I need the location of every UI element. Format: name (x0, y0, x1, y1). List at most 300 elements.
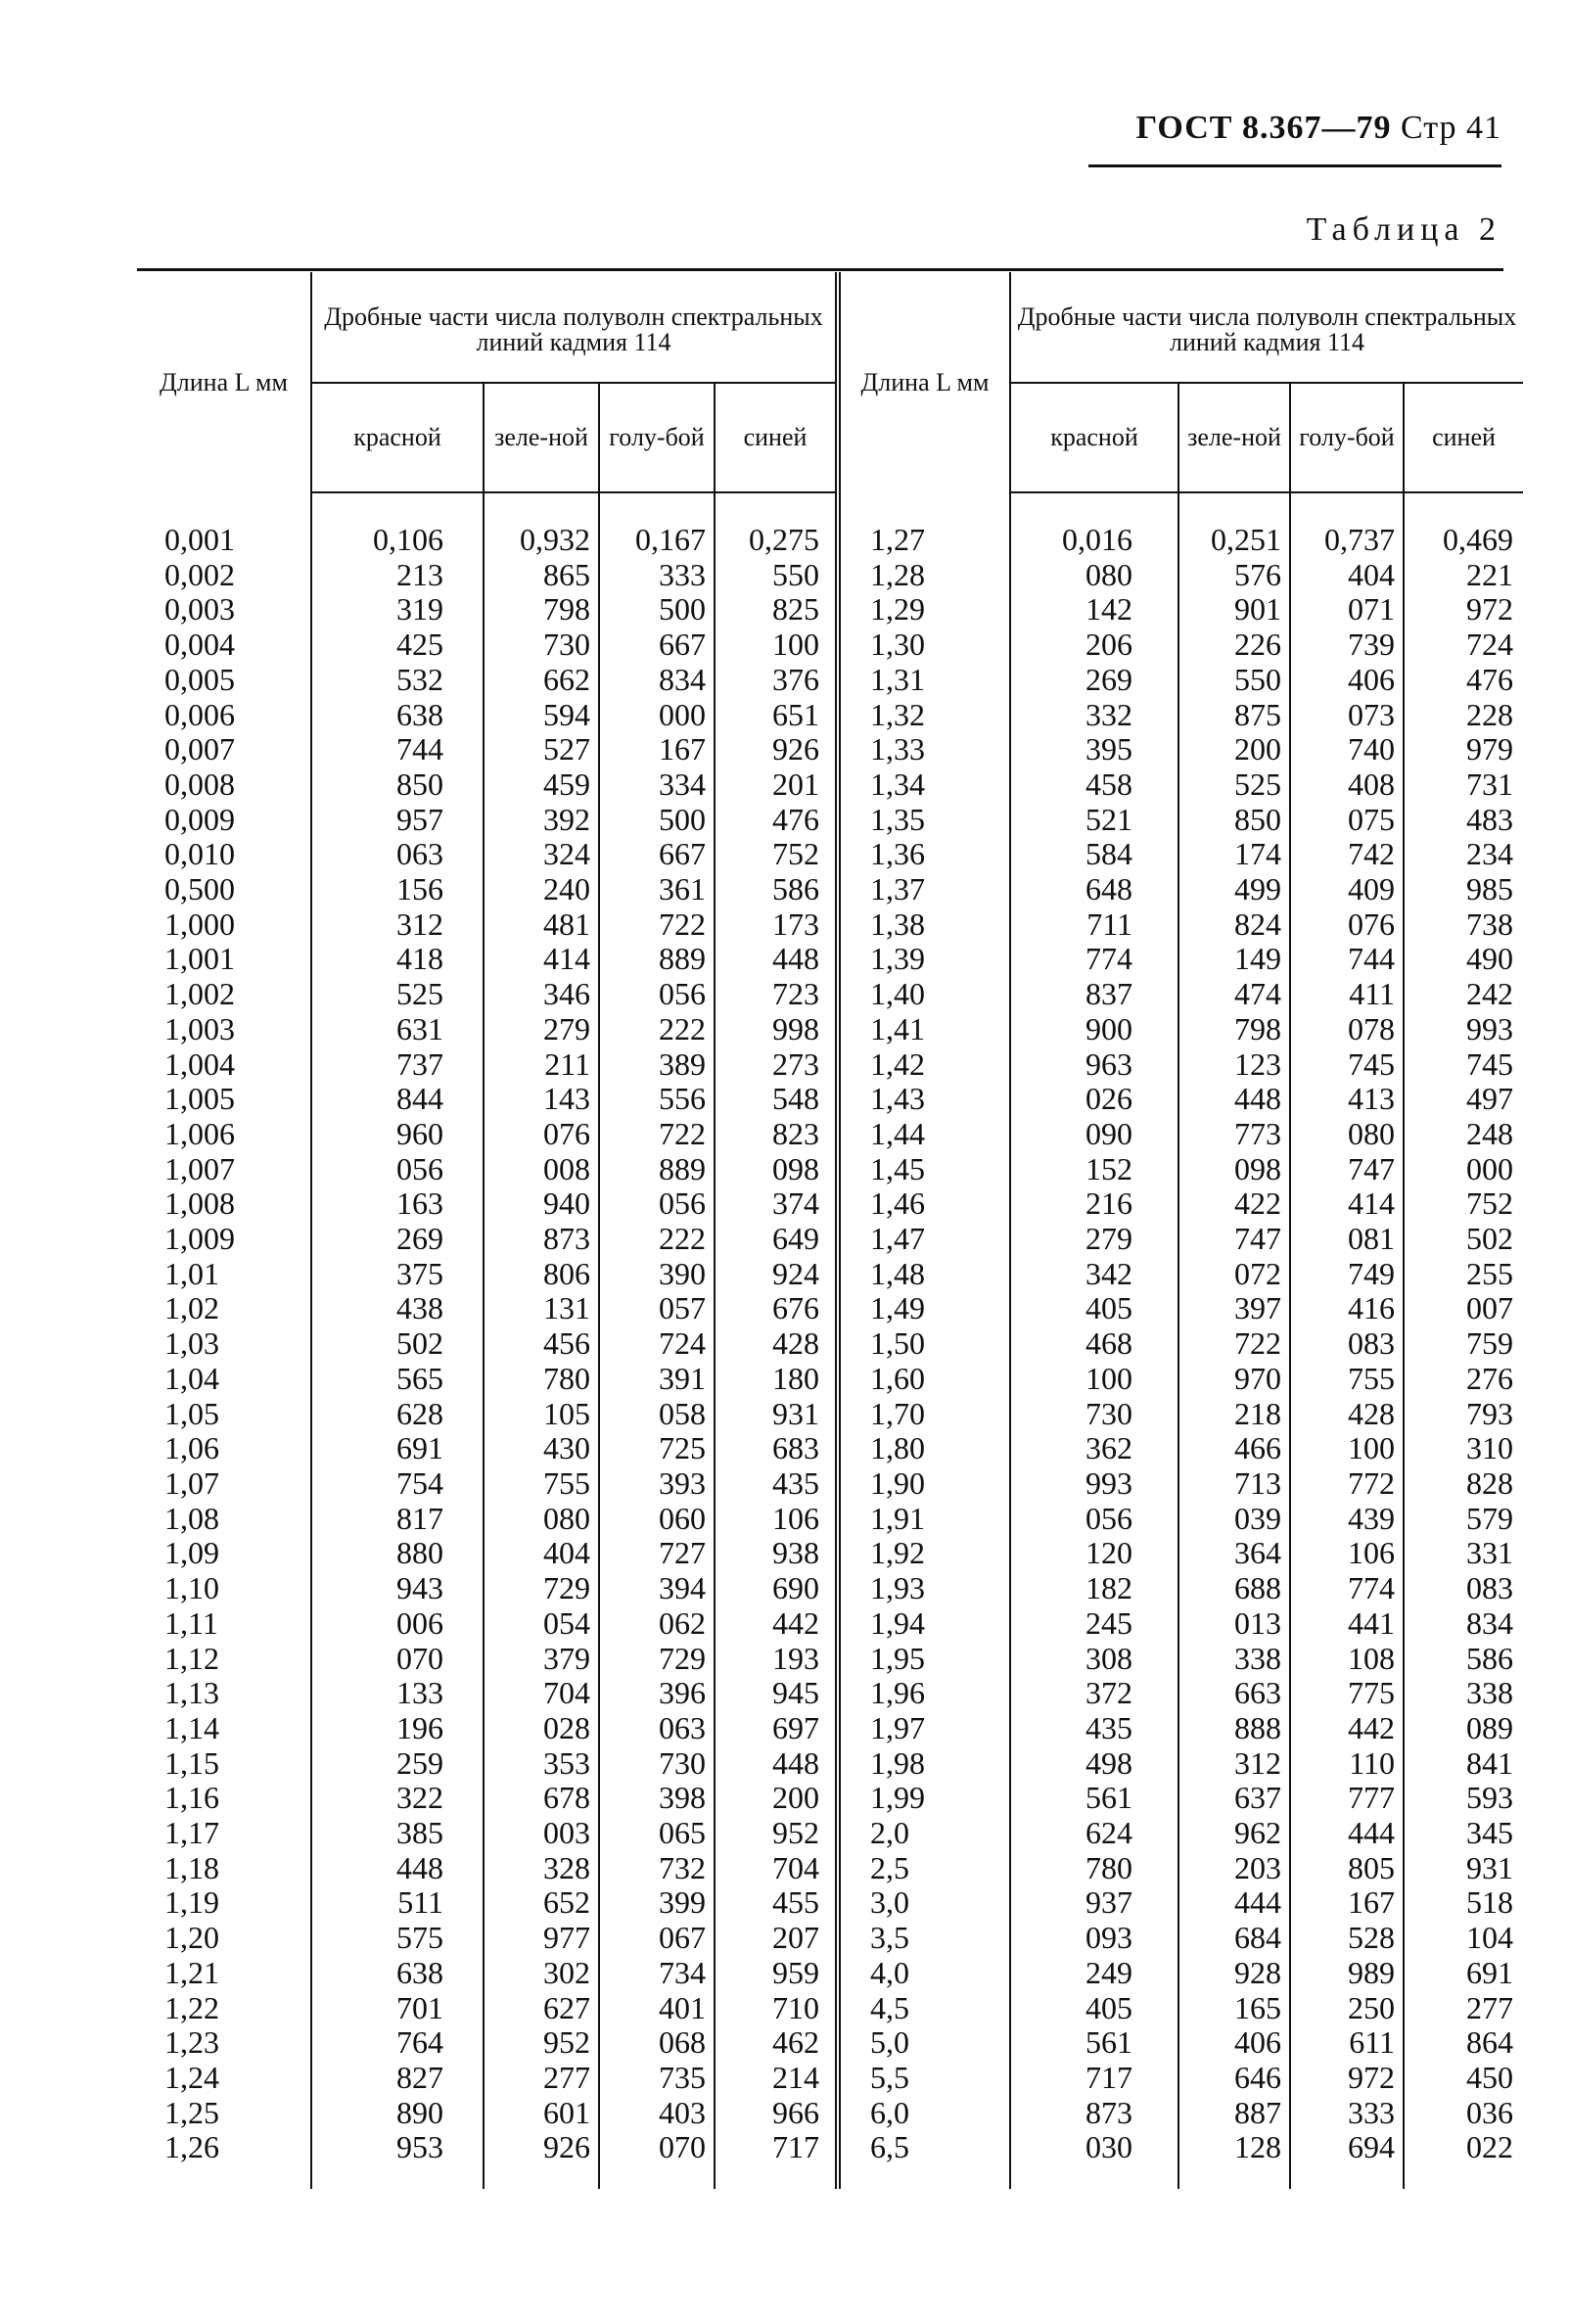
cell-right-green: 200 (1178, 732, 1290, 767)
table-row (137, 1257, 1523, 1292)
cell-left-green: 302 (484, 1956, 599, 1991)
cell-left-cyan: 548 (715, 1082, 838, 1117)
cell-right-green: 397 (1178, 1291, 1290, 1326)
cell-right-cyan: 331 (1404, 1536, 1523, 1571)
cell-left-green: 780 (484, 1362, 599, 1397)
cell-right-green: 646 (1178, 2061, 1290, 2096)
cell-right-length: 1,28 (838, 558, 1010, 593)
cell-left-red: 006 (311, 1606, 484, 1642)
cell-right-cyan: 248 (1404, 1117, 1523, 1152)
cell-left-green: 459 (484, 767, 599, 803)
cell-right-cyan: 518 (1404, 1885, 1523, 1921)
cell-right-length: 1,45 (838, 1152, 1010, 1187)
cell-right-length: 1,32 (838, 698, 1010, 733)
cell-right-blue: 078 (1290, 1012, 1404, 1047)
cell-left-green: 755 (484, 1466, 599, 1502)
cell-right-length: 2,0 (838, 1816, 1010, 1851)
cell-right-length: 1,40 (838, 977, 1010, 1012)
cell-right-length: 1,91 (838, 1502, 1010, 1537)
cell-left-length: 1,003 (164, 1010, 235, 1046)
cell-left-green: 076 (484, 1117, 599, 1152)
cell-left-green: 806 (484, 1257, 599, 1292)
cell-left-length: 1,007 (164, 1150, 235, 1186)
cell-left-red: 890 (311, 2096, 484, 2131)
cell-left-cyan: 214 (715, 2061, 838, 2096)
header-rule (1088, 164, 1501, 167)
table-row (137, 1047, 1523, 1083)
cell-left-red: 133 (311, 1676, 484, 1711)
table-row (137, 1711, 1523, 1746)
cell-left-red: 269 (311, 1222, 484, 1257)
cell-right-green: 970 (1178, 1362, 1290, 1397)
cell-right-blue: 444 (1290, 1816, 1404, 1851)
cell-left-green: 926 (484, 2130, 599, 2189)
cell-left-length: 0,006 (164, 696, 235, 732)
cell-left-blue: 222 (599, 1222, 715, 1257)
cell-left-red: 691 (311, 1431, 484, 1466)
cell-left-cyan: 273 (715, 1047, 838, 1083)
cell-left-blue: 056 (599, 1186, 715, 1222)
table-row (137, 2061, 1523, 2096)
cell-left-blue: 734 (599, 1956, 715, 1991)
cell-right-blue: 076 (1290, 907, 1404, 943)
cell-left-red: 418 (311, 942, 484, 977)
cell-left-blue: 396 (599, 1676, 715, 1711)
cell-right-green: 312 (1178, 1746, 1290, 1782)
cell-right-red: 090 (1010, 1117, 1178, 1152)
table-row (137, 767, 1523, 803)
cell-right-length: 1,37 (838, 872, 1010, 907)
cell-right-length: 1,46 (838, 1186, 1010, 1222)
cell-left-length: 1,07 (164, 1464, 219, 1501)
cell-right-cyan: 828 (1404, 1466, 1523, 1502)
cell-left-blue: 399 (599, 1885, 715, 1921)
cell-right-cyan: 255 (1404, 1257, 1523, 1292)
header-red-right: красной (1010, 383, 1178, 492)
cell-left-blue: 057 (599, 1291, 715, 1326)
cell-left-length: 1,006 (164, 1115, 235, 1151)
cell-left-length: 1,05 (164, 1395, 219, 1431)
table-row (137, 2096, 1523, 2131)
cell-left-length: 0,002 (164, 556, 235, 592)
cell-right-red: 780 (1010, 1851, 1178, 1886)
cell-left-length: 1,009 (164, 1221, 235, 1257)
cell-left-red: 737 (311, 1047, 484, 1083)
cell-left-red: 638 (311, 698, 484, 733)
cell-left-green: 277 (484, 2061, 599, 2096)
cell-right-red: 774 (1010, 942, 1178, 977)
cell-left-green: 131 (484, 1291, 599, 1326)
cell-left-green: 008 (484, 1152, 599, 1187)
cell-right-red: 206 (1010, 627, 1178, 663)
cell-left-red: 827 (311, 2061, 484, 2096)
cell-left-cyan: 959 (715, 1956, 838, 1991)
cell-left-green: 865 (484, 558, 599, 593)
cell-right-length: 1,43 (838, 1082, 1010, 1117)
cell-right-red: 900 (1010, 1012, 1178, 1047)
cell-right-cyan: 0,469 (1404, 492, 1523, 558)
cell-right-cyan: 276 (1404, 1362, 1523, 1397)
cell-left-length: 1,25 (164, 2094, 219, 2130)
cell-right-green: 165 (1178, 1991, 1290, 2026)
cell-right-cyan: 490 (1404, 942, 1523, 977)
cell-right-cyan: 738 (1404, 907, 1523, 943)
cell-right-cyan: 483 (1404, 803, 1523, 838)
table-row (137, 1222, 1523, 1257)
cell-right-red: 730 (1010, 1397, 1178, 1432)
cell-left-blue: 389 (599, 1047, 715, 1083)
cell-right-blue: 081 (1290, 1222, 1404, 1257)
table-row (137, 942, 1523, 977)
cell-right-blue: 0,737 (1290, 492, 1404, 558)
header-green-right: зеле-ной (1178, 383, 1290, 492)
cell-right-cyan: 228 (1404, 698, 1523, 733)
cell-left-length: 1,09 (164, 1535, 219, 1571)
cell-left-blue: 394 (599, 1571, 715, 1606)
cell-right-length: 1,48 (838, 1257, 1010, 1292)
cell-left-red: 322 (311, 1781, 484, 1816)
cell-right-green: 499 (1178, 872, 1290, 907)
cell-left-length: 0,008 (164, 766, 235, 802)
cell-left-red: 943 (311, 1571, 484, 1606)
cell-right-cyan: 502 (1404, 1222, 1523, 1257)
cell-right-red: 372 (1010, 1676, 1178, 1711)
cell-right-red: 458 (1010, 767, 1178, 803)
cell-right-cyan: 497 (1404, 1082, 1523, 1117)
cell-left-cyan: 676 (715, 1291, 838, 1326)
header-length-left: Длина L мм (160, 367, 288, 396)
cell-left-green: 324 (484, 837, 599, 872)
cell-left-blue: 556 (599, 1082, 715, 1117)
cell-left-blue: 333 (599, 558, 715, 593)
cell-right-cyan: 931 (1404, 1851, 1523, 1886)
table-row (137, 872, 1523, 907)
cell-right-blue: 333 (1290, 2096, 1404, 2131)
cell-right-green: 123 (1178, 1047, 1290, 1083)
cell-right-red: 717 (1010, 2061, 1178, 2096)
cell-left-green: 940 (484, 1186, 599, 1222)
cell-left-red: 063 (311, 837, 484, 872)
cell-left-cyan: 651 (715, 698, 838, 733)
cell-right-cyan: 586 (1404, 1642, 1523, 1677)
cell-right-green: 364 (1178, 1536, 1290, 1571)
cell-left-blue: 889 (599, 1152, 715, 1187)
cell-left-green: 028 (484, 1711, 599, 1746)
cell-right-blue: 406 (1290, 663, 1404, 698)
cell-left-red: 764 (311, 2025, 484, 2061)
cell-right-length: 1,98 (838, 1746, 1010, 1782)
table-row (137, 1082, 1523, 1117)
cell-right-cyan: 310 (1404, 1431, 1523, 1466)
table-row (137, 1117, 1523, 1152)
cell-left-cyan: 710 (715, 1991, 838, 2026)
cell-right-green: 406 (1178, 2025, 1290, 2061)
cell-left-green: 627 (484, 1991, 599, 2026)
cell-right-length: 1,39 (838, 942, 1010, 977)
cadmium-halfwave-table (137, 272, 1523, 2189)
cell-right-green: 218 (1178, 1397, 1290, 1432)
cell-left-green: 594 (484, 698, 599, 733)
cell-right-red: 937 (1010, 1885, 1178, 1921)
cell-right-green: 773 (1178, 1117, 1290, 1152)
cell-right-green: 448 (1178, 1082, 1290, 1117)
cell-left-length: 1,20 (164, 1920, 219, 1956)
cell-right-blue: 428 (1290, 1397, 1404, 1432)
cell-left-green: 873 (484, 1222, 599, 1257)
cell-left-cyan: 938 (715, 1536, 838, 1571)
cell-right-red: 362 (1010, 1431, 1178, 1466)
cell-left-length: 1,21 (164, 1954, 219, 1990)
cell-left-red: 156 (311, 872, 484, 907)
cell-left-length: 0,003 (164, 591, 235, 627)
cell-right-green: 901 (1178, 592, 1290, 627)
cell-right-green: 174 (1178, 837, 1290, 872)
cell-left-length: 1,000 (164, 906, 235, 942)
table-row (137, 1186, 1523, 1222)
cell-left-length: 1,12 (164, 1640, 219, 1676)
cell-left-red: 817 (311, 1502, 484, 1537)
cell-left-red: 844 (311, 1082, 484, 1117)
cell-left-blue: 063 (599, 1711, 715, 1746)
cell-right-red: 056 (1010, 1502, 1178, 1537)
header-group-left: Дробные части числа полуволн спектральных линий кадмия 114 (311, 272, 838, 383)
cell-left-red: 960 (311, 1117, 484, 1152)
cell-right-length: 2,5 (838, 1851, 1010, 1886)
cell-left-cyan: 823 (715, 1117, 838, 1152)
table-row (137, 977, 1523, 1012)
cell-left-length: 1,18 (164, 1849, 219, 1885)
cell-right-green: 039 (1178, 1502, 1290, 1537)
header-green-left: зеле-ной (484, 383, 599, 492)
header-blue-right: голу-бой (1290, 383, 1404, 492)
cell-left-green: 328 (484, 1851, 599, 1886)
cell-right-red: 873 (1010, 2096, 1178, 2131)
table-row (137, 1991, 1523, 2026)
cell-right-green: 888 (1178, 1711, 1290, 1746)
cell-right-cyan: 476 (1404, 663, 1523, 698)
cell-right-blue: 073 (1290, 698, 1404, 733)
cell-right-green: 422 (1178, 1186, 1290, 1222)
cell-left-red: 638 (311, 1956, 484, 1991)
cell-left-cyan: 825 (715, 592, 838, 627)
cell-right-blue: 408 (1290, 767, 1404, 803)
cell-left-red: 375 (311, 1257, 484, 1292)
cell-right-length: 1,27 (838, 492, 1010, 558)
cell-left-green: 977 (484, 1921, 599, 1956)
cell-right-green: 688 (1178, 1571, 1290, 1606)
cell-right-blue: 167 (1290, 1885, 1404, 1921)
cell-left-blue: 729 (599, 1642, 715, 1677)
cell-left-green: 0,932 (484, 492, 599, 558)
cell-right-red: 216 (1010, 1186, 1178, 1222)
header-cyan-left: синей (715, 383, 838, 492)
cell-left-cyan: 586 (715, 872, 838, 907)
cell-left-red: 532 (311, 663, 484, 698)
cell-right-length: 4,5 (838, 1991, 1010, 2026)
cell-right-cyan: 242 (1404, 977, 1523, 1012)
cell-right-green: 072 (1178, 1257, 1290, 1292)
cell-left-red: 213 (311, 558, 484, 593)
cell-left-red: 575 (311, 1921, 484, 1956)
cell-right-red: 993 (1010, 1466, 1178, 1502)
table-caption: Таблица 2 (1306, 211, 1501, 248)
cell-right-green: 525 (1178, 767, 1290, 803)
cell-right-blue: 772 (1290, 1466, 1404, 1502)
cell-left-red: 070 (311, 1642, 484, 1677)
cell-left-blue: 727 (599, 1536, 715, 1571)
cell-left-length: 1,001 (164, 941, 235, 977)
cell-left-green: 105 (484, 1397, 599, 1432)
cell-right-cyan: 724 (1404, 627, 1523, 663)
cell-left-red: 056 (311, 1152, 484, 1187)
cell-right-length: 1,90 (838, 1466, 1010, 1502)
cell-left-length: 1,17 (164, 1815, 219, 1851)
cell-right-green: 722 (1178, 1326, 1290, 1362)
cell-right-blue: 416 (1290, 1291, 1404, 1326)
cell-right-length: 1,29 (838, 592, 1010, 627)
cell-left-green: 601 (484, 2096, 599, 2131)
cell-left-length: 1,26 (164, 2129, 219, 2165)
cell-left-green: 527 (484, 732, 599, 767)
cell-right-cyan: 793 (1404, 1397, 1523, 1432)
cell-left-red: 525 (311, 977, 484, 1012)
cell-right-length: 1,34 (838, 767, 1010, 803)
cell-left-red: 701 (311, 1991, 484, 2026)
cell-left-blue: 065 (599, 1816, 715, 1851)
header-blue-left: голу-бой (599, 383, 715, 492)
cell-right-blue: 110 (1290, 1746, 1404, 1782)
cell-left-green: 003 (484, 1816, 599, 1851)
cell-left-cyan: 448 (715, 1746, 838, 1782)
cell-left-length: 0,005 (164, 661, 235, 697)
cell-right-green: 550 (1178, 663, 1290, 698)
cell-right-green: 928 (1178, 1956, 1290, 1991)
cell-left-red: 880 (311, 1536, 484, 1571)
cell-right-blue: 071 (1290, 592, 1404, 627)
cell-right-length: 1,49 (838, 1291, 1010, 1326)
table-row (137, 1571, 1523, 1606)
cell-left-length: 0,500 (164, 871, 235, 907)
cell-left-cyan: 0,275 (715, 492, 838, 558)
cell-left-green: 240 (484, 872, 599, 907)
header-group-right: Дробные части числа полуволн спектральных линий кадмия 114 (1010, 272, 1523, 383)
cell-right-cyan: 579 (1404, 1502, 1523, 1537)
cell-left-length: 0,004 (164, 627, 235, 663)
cell-right-red: 245 (1010, 1606, 1178, 1642)
cell-left-blue: 401 (599, 1991, 715, 2026)
cell-left-blue: 060 (599, 1502, 715, 1537)
table-row (137, 1291, 1523, 1326)
cell-left-cyan: 462 (715, 2025, 838, 2061)
cell-right-length: 1,80 (838, 1431, 1010, 1466)
cell-left-cyan: 455 (715, 1885, 838, 1921)
cell-right-length: 1,92 (838, 1536, 1010, 1571)
cell-right-green: 713 (1178, 1466, 1290, 1502)
cell-right-green: 663 (1178, 1676, 1290, 1711)
cell-right-red: 498 (1010, 1746, 1178, 1782)
cell-right-cyan: 221 (1404, 558, 1523, 593)
cell-right-cyan: 083 (1404, 1571, 1523, 1606)
cell-left-cyan: 550 (715, 558, 838, 593)
cell-left-cyan: 100 (715, 627, 838, 663)
cell-left-length: 1,15 (164, 1744, 219, 1781)
cell-right-cyan: 450 (1404, 2061, 1523, 2096)
cell-right-green: 875 (1178, 698, 1290, 733)
cell-left-length: 1,11 (164, 1604, 218, 1641)
cell-left-cyan: 098 (715, 1152, 838, 1187)
cell-left-length: 0,010 (164, 836, 235, 872)
cell-right-blue: 409 (1290, 872, 1404, 907)
cell-right-green: 798 (1178, 1012, 1290, 1047)
cell-right-blue: 106 (1290, 1536, 1404, 1571)
cell-right-red: 342 (1010, 1257, 1178, 1292)
cell-left-blue: 667 (599, 837, 715, 872)
cell-left-red: 448 (311, 1851, 484, 1886)
cell-left-green: 952 (484, 2025, 599, 2061)
cell-left-green: 346 (484, 977, 599, 1012)
cell-right-cyan: 691 (1404, 1956, 1523, 1991)
cell-right-length: 1,33 (838, 732, 1010, 767)
cell-right-cyan: 007 (1404, 1291, 1523, 1326)
cell-left-cyan: 752 (715, 837, 838, 872)
cell-left-length: 0,001 (164, 521, 235, 557)
cell-left-blue: 390 (599, 1257, 715, 1292)
cell-right-blue: 075 (1290, 803, 1404, 838)
cell-left-length: 1,03 (164, 1325, 219, 1362)
table-row (137, 1885, 1523, 1921)
cell-right-red: 030 (1010, 2130, 1178, 2189)
table-row (137, 732, 1523, 767)
cell-left-green: 652 (484, 1885, 599, 1921)
cell-left-length: 1,002 (164, 976, 235, 1012)
cell-right-cyan: 834 (1404, 1606, 1523, 1642)
cell-left-red: 196 (311, 1711, 484, 1746)
cell-left-red: 754 (311, 1466, 484, 1502)
cell-right-blue: 100 (1290, 1431, 1404, 1466)
cell-left-length: 1,22 (164, 1989, 219, 2025)
cell-right-blue: 080 (1290, 1117, 1404, 1152)
cell-left-cyan: 448 (715, 942, 838, 977)
cell-right-green: 338 (1178, 1642, 1290, 1677)
cell-right-red: 142 (1010, 592, 1178, 627)
cell-left-blue: 735 (599, 2061, 715, 2096)
cell-right-cyan: 979 (1404, 732, 1523, 767)
cell-right-length: 1,38 (838, 907, 1010, 943)
table-body (137, 492, 1523, 2189)
cell-left-length: 1,23 (164, 2024, 219, 2061)
cell-right-red: 648 (1010, 872, 1178, 907)
table-row (137, 1502, 1523, 1537)
cell-left-red: 631 (311, 1012, 484, 1047)
cell-right-length: 6,0 (838, 2096, 1010, 2131)
cell-right-cyan: 089 (1404, 1711, 1523, 1746)
cell-right-red: 405 (1010, 1991, 1178, 2026)
cell-left-blue: 889 (599, 942, 715, 977)
cell-right-blue: 972 (1290, 2061, 1404, 2096)
cell-left-green: 678 (484, 1781, 599, 1816)
cell-right-blue: 442 (1290, 1711, 1404, 1746)
cell-right-blue: 989 (1290, 1956, 1404, 1991)
cell-left-cyan: 952 (715, 1816, 838, 1851)
cell-left-green: 379 (484, 1642, 599, 1677)
cell-left-blue: 500 (599, 803, 715, 838)
cell-right-length: 4,0 (838, 1956, 1010, 1991)
cell-right-green: 0,251 (1178, 492, 1290, 558)
table-row (137, 1781, 1523, 1816)
cell-right-red: 584 (1010, 837, 1178, 872)
cell-right-green: 637 (1178, 1781, 1290, 1816)
cell-right-red: 468 (1010, 1326, 1178, 1362)
